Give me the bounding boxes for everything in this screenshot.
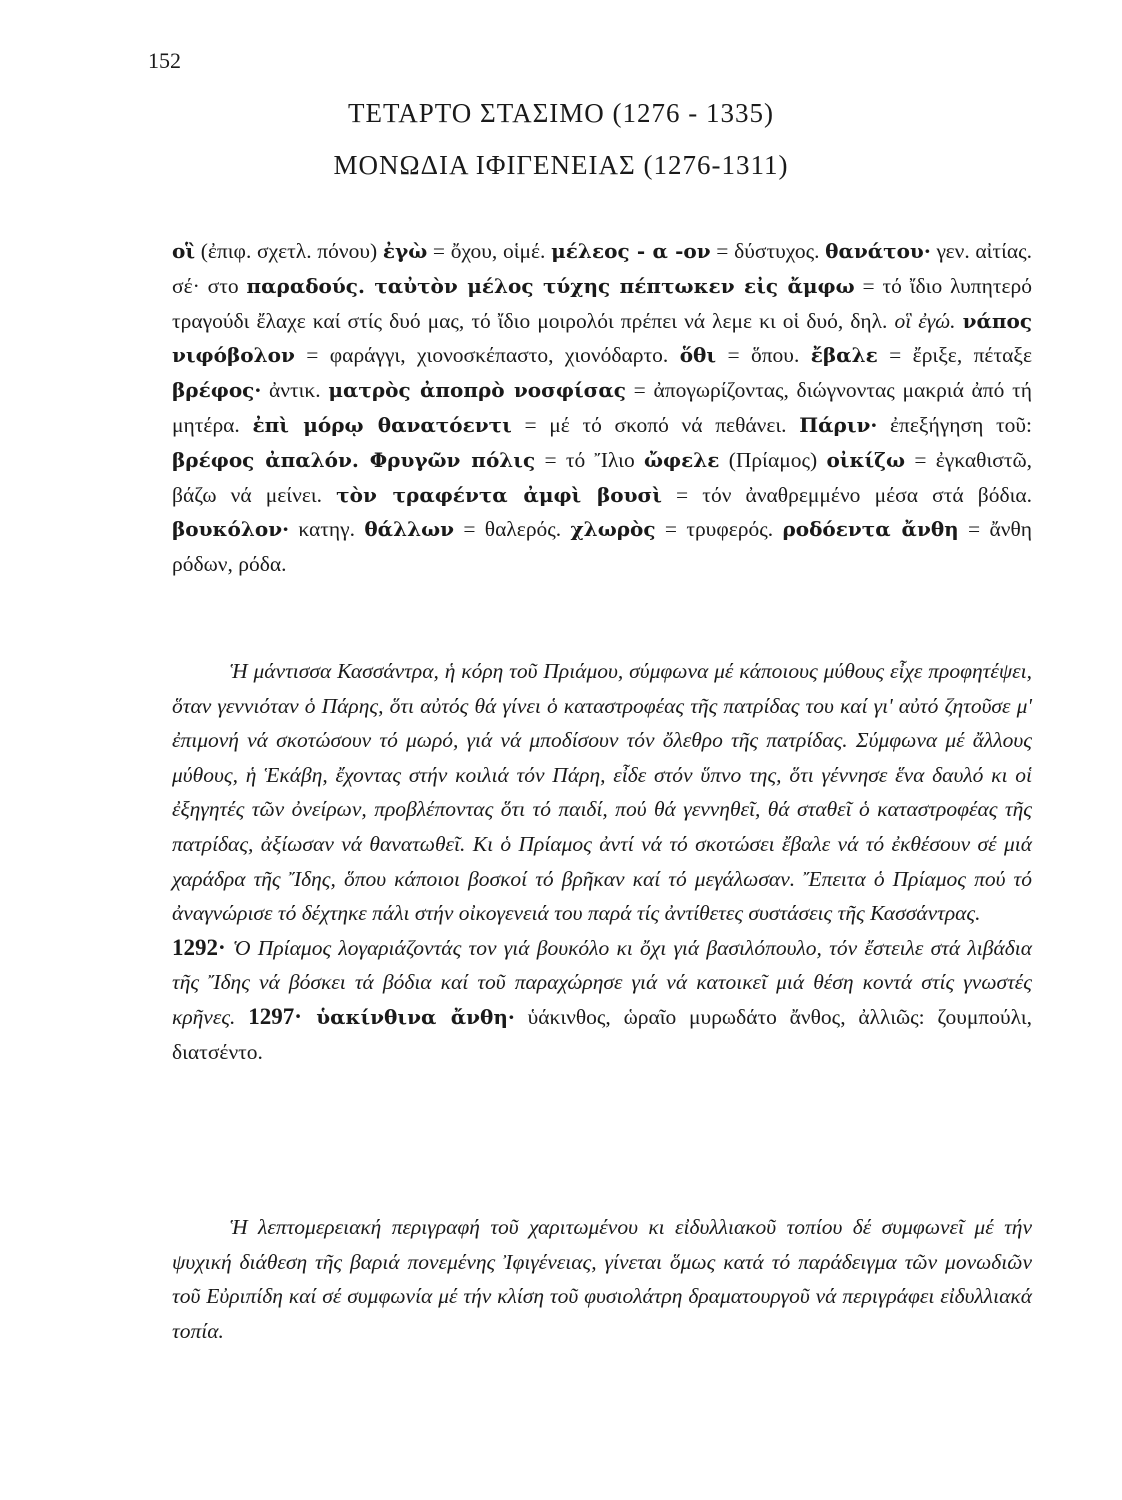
gloss-definition: = θαλερός.	[454, 517, 571, 542]
gloss-term: ροδόεντα ἄνθη	[782, 517, 959, 542]
gloss-definition: κατηγ.	[289, 517, 365, 542]
gloss-definition: = τόν ἀναθρεμμένο μέσα στά βόδια.	[661, 482, 1033, 507]
gloss-term: νάπος νιφόβολον	[172, 308, 1033, 368]
commentary-text: Ἡ μάντισσα Κασσάντρα, ἡ κόρη τοῦ Πριάμου, σύμφωνα μέ κάποιους μύθους εἶχε προφητέψει, ὅταν γεννιόταν ὁ Πάρης, ὅτι αὐτός θά γίνει ὁ καταστροφέας τῆς πατρίδας του καί γι' αὐτό ζητοῦσε μ' ἐπιμονή νά σκοτώσουν τό μωρό, γιά νά μποδίσουν τόν ὄλεθρο τῆς πατρίδας. Σύμφωνα μέ ἄλλους μύθους, ἡ Ἑκάβη, ἔχοντας στήν κοιλιά τόν Πάρη, εἶδε στόν ὕπνο της, ὅτι γέννησε ἕνα δαυλό κι οἱ ἐξηγητές τῶν ὀνείρων, προβλέποντας ὅτι τό παιδί, πού θά γεννηθεῖ, θά σταθεῖ ὁ καταστροφέας τῆς πατρίδας, ἀξίωσαν νά θανατωθεῖ. Κι ὁ Πρίαμος ἀντί νά τό σκοτώσει ἔβαλε νά τό ἐκθέσουν σέ μιά χαράδρα τῆς Ἴδης, ὅπου κάποιοι βοσκοί τό βρῆκαν καί τό μεγάλωσαν. Ἔπειτα ὁ Πρίαμος πού τό ἀναγνώρισε τό δέχτηκε πάλι στήν οἰκογενειά του παρά τίς ἀντίθετες συστάσεις τῆς Κασσάντρας.	[172, 659, 1032, 926]
gloss-term: ἔβαλε	[810, 343, 878, 368]
gloss-term: ματρὸς ἀποπρὸ νοσφίσας	[328, 378, 626, 403]
gloss-definition: = φαράγγι, χιονοσκέπαστο, χιονόδαρτο.	[294, 343, 680, 368]
gloss-definition: = ἐγκαθιστῶ, βάζω νά μείνει.	[172, 447, 1032, 507]
gloss-definition: = ἀπογωρίζοντας, διώγνοντας μακριά ἀπό τή μητέρα.	[172, 378, 1032, 437]
page-number: 152	[148, 48, 181, 73]
gloss-term: ὤφελε	[643, 447, 720, 472]
gloss-term: μέλεος - α -ον	[551, 239, 711, 263]
gloss-term: θανάτου·	[825, 239, 931, 263]
gloss-term: οἳ	[172, 239, 196, 263]
gloss-definition: = μέ τό σκοπό νά πεθάνει.	[511, 412, 800, 437]
gloss-term: ὅθι	[679, 343, 717, 368]
gloss-definition: = ἔριξε, πέταξε	[877, 343, 1032, 368]
line-reference: 1297·	[248, 1003, 302, 1029]
gloss-definition: = δύστυχος.	[710, 239, 826, 263]
gloss-definition: ἀντικ.	[261, 378, 329, 403]
subsection-heading: ΜΟΝΩΔΙΑ ΙΦΙΓΕΝΕΙΑΣ (1276-1311)	[333, 150, 789, 180]
gloss-italic: οἳ ἐγώ.	[894, 308, 956, 333]
gloss-definition: = ἄνθη ρόδων, ρόδα.	[172, 517, 1033, 577]
gloss-definition: ἐπεξήγηση τοῦ:	[877, 412, 1033, 437]
gloss-term: ἐπὶ μόρῳ θανατόεντι	[252, 412, 512, 437]
gloss-term: θάλλων	[364, 517, 455, 542]
gloss-definition: = τρυφερός.	[655, 517, 783, 542]
closing-text: Ἡ λεπτομερειακή περιγραφή τοῦ χαριτωμένου κι εἰδυλλιακοῦ τοπίου δέ συμφωνεῖ μέ τήν ψυχική διάθεση τῆς βαριά πονεμένης Ἰφιγένειας, γίνεται ὅμως κατά τό παράδειγμα τῶν μονωδιῶν τοῦ Εὐριπίδη καί σέ συμφωνία μέ τήν κλίση τοῦ φυσιολάτρη δραματουργοῦ νά περιγράφει εἰδυλλιακά τοπία.	[172, 1215, 1032, 1343]
gloss-definition: = ὄχου, οἱμέ.	[427, 239, 552, 263]
gloss-term: χλωρὸς	[570, 517, 656, 542]
gloss-definition: = ὅπου.	[716, 343, 811, 368]
gloss-space	[956, 309, 963, 333]
gloss-term: ὑακίνθινα ἄνθη·	[301, 1004, 515, 1029]
gloss-term: παραδούς. ταὐτὸν μέλος τύχης πέπτωκεν εἰς ἄμφω	[246, 273, 855, 298]
gloss-term: ἐγὼ	[382, 239, 428, 263]
gloss-definition: γεν. αἰτίας. σέ· στο	[172, 239, 1033, 298]
gloss-definition: (Πρίαμος)	[719, 447, 827, 472]
gloss-definition: = τό Ἴλιο	[535, 447, 644, 472]
closing-paragraph	[172, 1210, 1032, 1348]
gloss-definition: = τό ἴδιο λυπητερό τραγούδι ἔλαχε καί στίς δυό μας, τό ἴδιο μοιρολόι πρέπει νά λεμε κι οἱ δυό, δηλ.	[172, 273, 1032, 333]
gloss-term: Πάριν·	[799, 412, 878, 437]
gloss-term: βρέφος ἀπαλόν. Φρυγῶν πόλις	[172, 447, 536, 472]
gloss-term: βουκόλον·	[172, 517, 290, 542]
line-reference: 1292·	[172, 934, 226, 960]
gloss-term: βρέφος·	[172, 378, 262, 403]
gloss-definition: ὑάκινθος, ὡραῖο μυρωδάτο ἄνθος, ἀλλιῶς: ζουμπούλι, διατσέντο.	[172, 1004, 1033, 1064]
glossary-paragraph	[172, 234, 1032, 582]
gloss-term: τὸν τραφέντα ἀμφὶ βουσὶ	[336, 482, 662, 507]
gloss-term: οἰκίζω	[826, 447, 906, 472]
gloss-definition: (ἐπιφ. σχετλ. πόνου)	[195, 239, 383, 263]
commentary-text: Ὁ Πρίαμος λογαριάζοντάς τον γιά βουκόλο κι ὄχι γιά βασιλόπουλο, τόν ἔστειλε στά λιβάδια τῆς Ἴδης νά βόσκει τά βόδια καί τοῦ παραχώρησε γιά νά κατοικεῖ μιά θέση κοντά στίς γνωστές κρῆνες.	[172, 935, 1032, 1029]
section-heading: ΤΕΤΑΡΤΟ ΣΤΑΣΙΜΟ (1276 - 1335)	[347, 98, 775, 128]
commentary-paragraph	[172, 654, 1032, 1069]
